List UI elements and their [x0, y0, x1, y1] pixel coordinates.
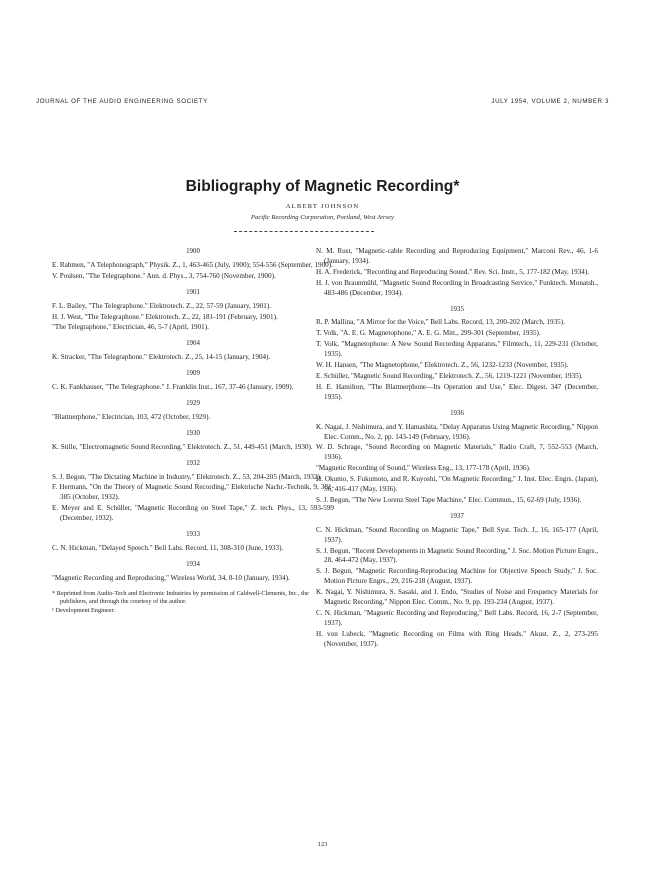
reference-entry: E. Rahmen, "A Telephonograph," Physik. Z., 1, 463-465 (July, 1900); 554-556 (September, 1900).: [52, 260, 333, 269]
reference-entry: C. N. Hickman, "Sound Recording on Magnetic Tape," Bell Syst. Tech. J., 16, 165-177 (April, 1937).: [316, 525, 598, 544]
reference-entry: H. J. von Braunmühl, "Magnetic Sound Recording in Broadcasting Service," Funktech. Monatsh., 483-486 (December, 1934).: [316, 278, 598, 297]
reference-entry: H. J. West, "The Telegraphone." Elektrotech. Z., 22, 181-191 (February, 1901).: [52, 312, 278, 321]
reference-entry: C. N. Hickman, "Delayed Speech." Bell Labs. Record, 11, 308-310 (June, 1933).: [52, 543, 284, 552]
reference-entry: T. Volk, "A. E. G. Magnetophone," A. E. G. Mitt., 299-301 (September, 1935).: [316, 329, 541, 338]
footnote: * Reprinted from Audio-Tech and Electronic Industries by permission of Caldwell-Clements, Inc., the publishers, and through the courtesy of the author.: [52, 589, 309, 606]
year-heading: 1930: [186, 429, 200, 437]
reference-entry: N. M. Rust, "Magnetic-cable Recording and Reproducing Equipment," Marconi Rev., 46, 1-6 (January, 1934).: [316, 247, 598, 265]
reference-entry: H. E. Hamilton, "The Blattnerphone—Its Operation and Use," Elec. Digest, 347 (December, 1935).: [316, 382, 598, 401]
running-head: [36, 98, 609, 105]
reference-entry: "Magnetic Recording and Reproducing," Wireless World, 34, 8-10 (January, 1934).: [52, 573, 290, 582]
article-author: ALBERT JOHNSON: [285, 203, 360, 210]
year-heading: 1904: [186, 340, 200, 348]
reference-entry: K. Stracker, "The Telegraphone." Elektrotech. Z., 25, 14-15 (January, 1904).: [52, 353, 271, 362]
year-heading: 1937: [450, 512, 464, 520]
year-heading: 1934: [186, 560, 200, 568]
reference-entry: K. Stille, "Electromagnetic Sound Recording." Elektrotech. Z., 51, 449-451 (March, 1930).: [52, 442, 313, 451]
journal-name: JOURNAL OF THE AUDIO ENGINEERING SOCIETY: [36, 98, 208, 105]
reference-entry: R. P. Mallina, "A Mirror for the Voice," Bell Labs. Record, 13, 200-202 (March, 1935).: [316, 318, 565, 327]
reference-entry: S. J. Begun, "Recent Developments in Magnetic Sound Recording," J. Soc. Motion Picture Engrs., 28, 464-472 (May, 1937).: [316, 546, 598, 565]
reference-entry: W. H. Hansen, "The Magnetophone," Elektrotech. Z., 56, 1232-1233 (November, 1935).: [316, 361, 569, 370]
reference-entry: C. N. Hickman, "Magnetic Recording and Reproducing," Bell Labs. Record, 16, 2-7 (September, 1937).: [316, 609, 598, 627]
title-divider: [234, 231, 374, 232]
reference-entry: E. Meyer and E. Schüller, "Magnetic Recording on Steel Tape," Z. tech. Phys., 13, 593-599 (December, 1932).: [52, 504, 334, 523]
author-affiliation: Pacific Recording Corporation, Portland, West Jersey: [251, 214, 394, 221]
left-column: [52, 247, 334, 615]
reference-entry: K. Nagai, J. Nishimura, and Y. Hamashita, "Delay Apparatus Using Magnetic Recording," Nippon Elec. Comm., No. 2, pp. 143-149 (February, 1936).: [316, 422, 598, 441]
article-title: Bibliography of Magnetic Recording*: [185, 178, 460, 195]
reference-entry: S. J. Begun, "The Dictating Machine in Industry," Elektrotech. Z., 53, 204-205 (March, 1932).: [52, 472, 322, 481]
year-heading: 1929: [186, 399, 200, 407]
reference-entry: "The Telegraphone," Electrician, 46, 5-7 (April, 1901).: [52, 323, 209, 332]
year-heading: 1909: [186, 370, 200, 378]
reference-entry: H. A. Frederick, "Recording and Reproducing Sound." Rev. Sci. Instr., 5, 177-182 (May, 1934).: [316, 267, 590, 276]
reference-entry: "Blattnerphone," Electrician, 103, 472 (October, 1929).: [52, 412, 211, 421]
reference-entry: H. Okumo, S. Fukumoto, and R. Kuyoshi, "On Magnetic Recording," J. Inst. Elec. Engrs. (Japan), 56, 416-417 (May, 1936).: [316, 475, 598, 494]
year-heading: 1936: [450, 409, 464, 417]
reference-entry: E. Schüller, "Magnetic Sound Recording," Elektrotech. Z., 56, 1219-1221 (November, 1935).: [316, 371, 583, 380]
reference-entry: S. J. Begun, "Magnetic Recording-Reproducing Machine for Objective Speech Study," J. Soc. Motion Picture Engrs., 29, 216-218 (August, 1937).: [316, 567, 598, 586]
reference-entry: V. Poulsen, "The Telegraphone." Ann. d. Phys., 3, 754-760 (November, 1900).: [52, 271, 276, 280]
reference-entry: C. K. Fankhauser, "The Telegraphone." J. Franklin Inst., 167, 37-46 (January, 1909).: [52, 383, 294, 392]
year-heading: 1932: [186, 459, 200, 467]
footnote: ¹ Development Engineer.: [52, 606, 115, 614]
reference-entry: F. Hermann, "On the Theory of Magnetic Sound Recording," Elektrische Nachr.-Technik, 9, 381-385 (October, 1932).: [52, 483, 334, 502]
reference-entry: H. von Lubeck, "Magnetic Recording on Films with Ring Heads," Akust. Z., 2, 273-295 (November, 1937).: [316, 629, 598, 648]
reference-entry: S. J. Begun, "The New Lorenz Steel Tape Machine," Elec. Commun., 15, 62-69 (July, 1936).: [316, 495, 582, 504]
reference-entry: T. Volk, "Magnetophone: A New Sound Recording Apparatus," Filmtech., 11, 229-231 (October, 1935).: [316, 340, 598, 359]
year-heading: 1935: [450, 305, 464, 313]
reference-entry: "Magnetic Recording of Sound," Wireless Eng., 13, 177-178 (April, 1936).: [316, 464, 531, 473]
issue-info: JULY 1954, VOLUME 2, NUMBER 3: [491, 98, 609, 105]
year-heading: 1901: [186, 288, 200, 296]
footnotes: [52, 590, 334, 616]
reference-entry: K. Nagai, Y. Nishimura, S. Sasaki, and J. Endo, "Studies of Noise and Frequency Materials for Magnetic Recording," Nippon Elec. Comm., No. 9, pp. 193-234 (August, 1937).: [316, 588, 598, 607]
page-number: 123: [317, 841, 328, 848]
right-column: [316, 247, 598, 651]
reference-entry: W. D. Schrage, "Sound Recording on Magnetic Materials," Radio Craft, 7, 552-553 (March, 1936).: [316, 443, 598, 462]
reference-entry: F. L. Bailey, "The Telegraphone." Elektrotech. Z., 22, 57-59 (January, 1901).: [52, 301, 272, 310]
year-heading: 1933: [186, 531, 200, 539]
year-heading: 1900: [186, 248, 200, 255]
